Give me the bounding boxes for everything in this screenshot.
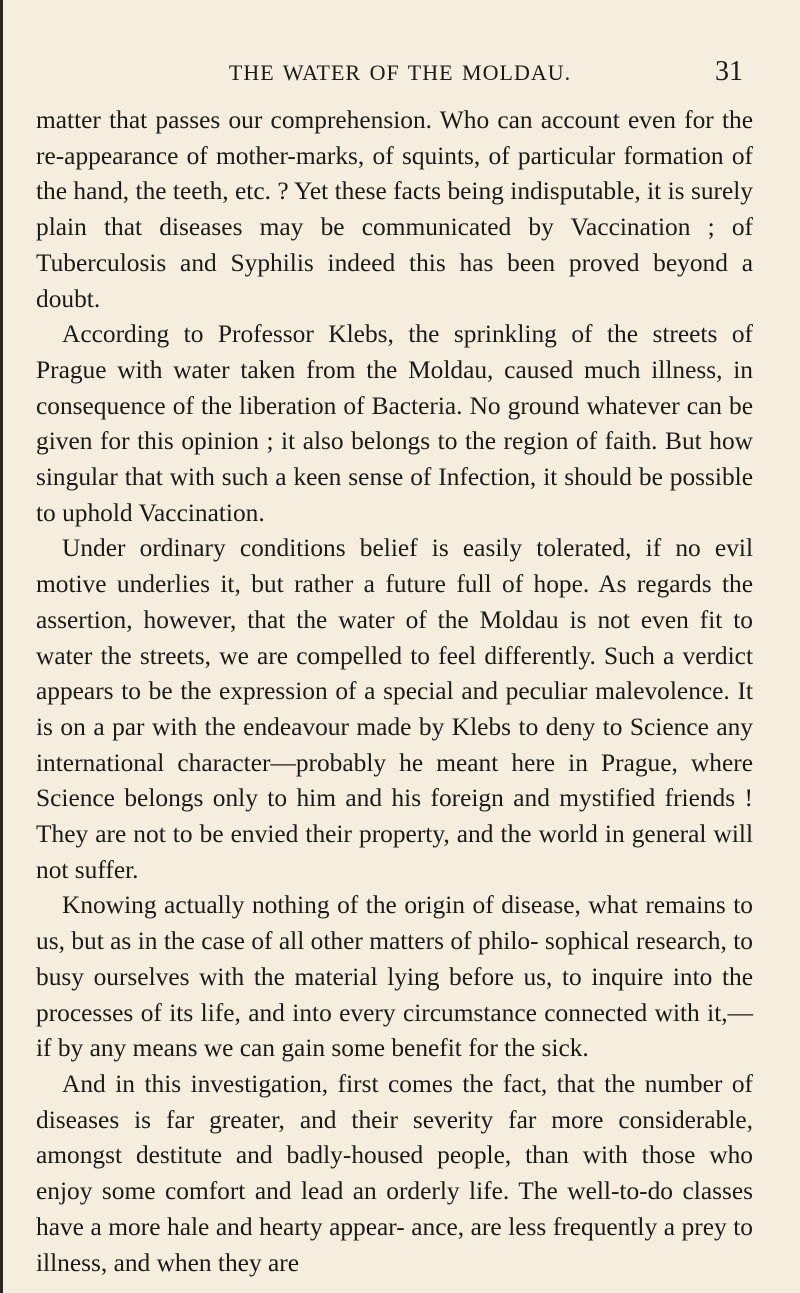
- paragraph-5: And in this investigation, first comes the fact, that the number of diseases is far greater, and their severity far more considerable, amongst destitute and badly-housed people, than with those who enjoy some comfort and lead an orderly life. The well-to-do classes have a more hale and hearty appear- ance, are less frequently a prey to illness, and when they are: [36, 1069, 753, 1277]
- page-header: [0, 56, 800, 92]
- page-edge-shadow: [0, 0, 3, 1293]
- body-text: [36, 103, 753, 1281]
- paragraph-1: matter that passes our comprehension. Who can account even for the re-appearance of mother-marks, of squints, of particular formation of the hand, the teeth, etc. ? Yet these facts being indisputable, it is surely plain that diseases may be communicated by Vaccination ; of Tuberculosis and Syphilis indeed this has been proved beyond a doubt.: [36, 106, 753, 313]
- paragraph-2: According to Professor Klebs, the sprinkling of the streets of Prague with water taken from the Moldau, caused much illness, in consequence of the liberation of Bacteria. No ground whatever can be given for this opinion ; it also belongs to the region of faith. But how singular that with such a keen sense of Infection, it should be possible to uphold Vaccination.: [36, 320, 753, 527]
- page-number: 31: [715, 56, 743, 87]
- running-title: THE WATER OF THE MOLDAU.: [228, 60, 572, 85]
- paragraph-3: Under ordinary conditions belief is easily tolerated, if no evil motive underlies it, but rather a future full of hope. As regards the assertion, however, that the water of the Moldau is not even fit to water the streets, we are compelled to feel differently. Such a verdict appears to be the expression of a special and peculiar malevolence. It is on a par with the endeavour made by Klebs to deny to Science any international character—probably he meant here in Prague, where Science belongs only to him and his foreign and mystified friends ! They are not to be envied their property, and the world in general will not suffer.: [36, 534, 753, 884]
- paragraph-4: Knowing actually nothing of the origin of disease, what remains to us, but as in the case of all other matters of philo- sophical research, to busy ourselves with the material lying before us, to inquire into the processes of its life, and into every circumstance connected with it,—if by any means we can gain some benefit for the sick.: [36, 891, 753, 1063]
